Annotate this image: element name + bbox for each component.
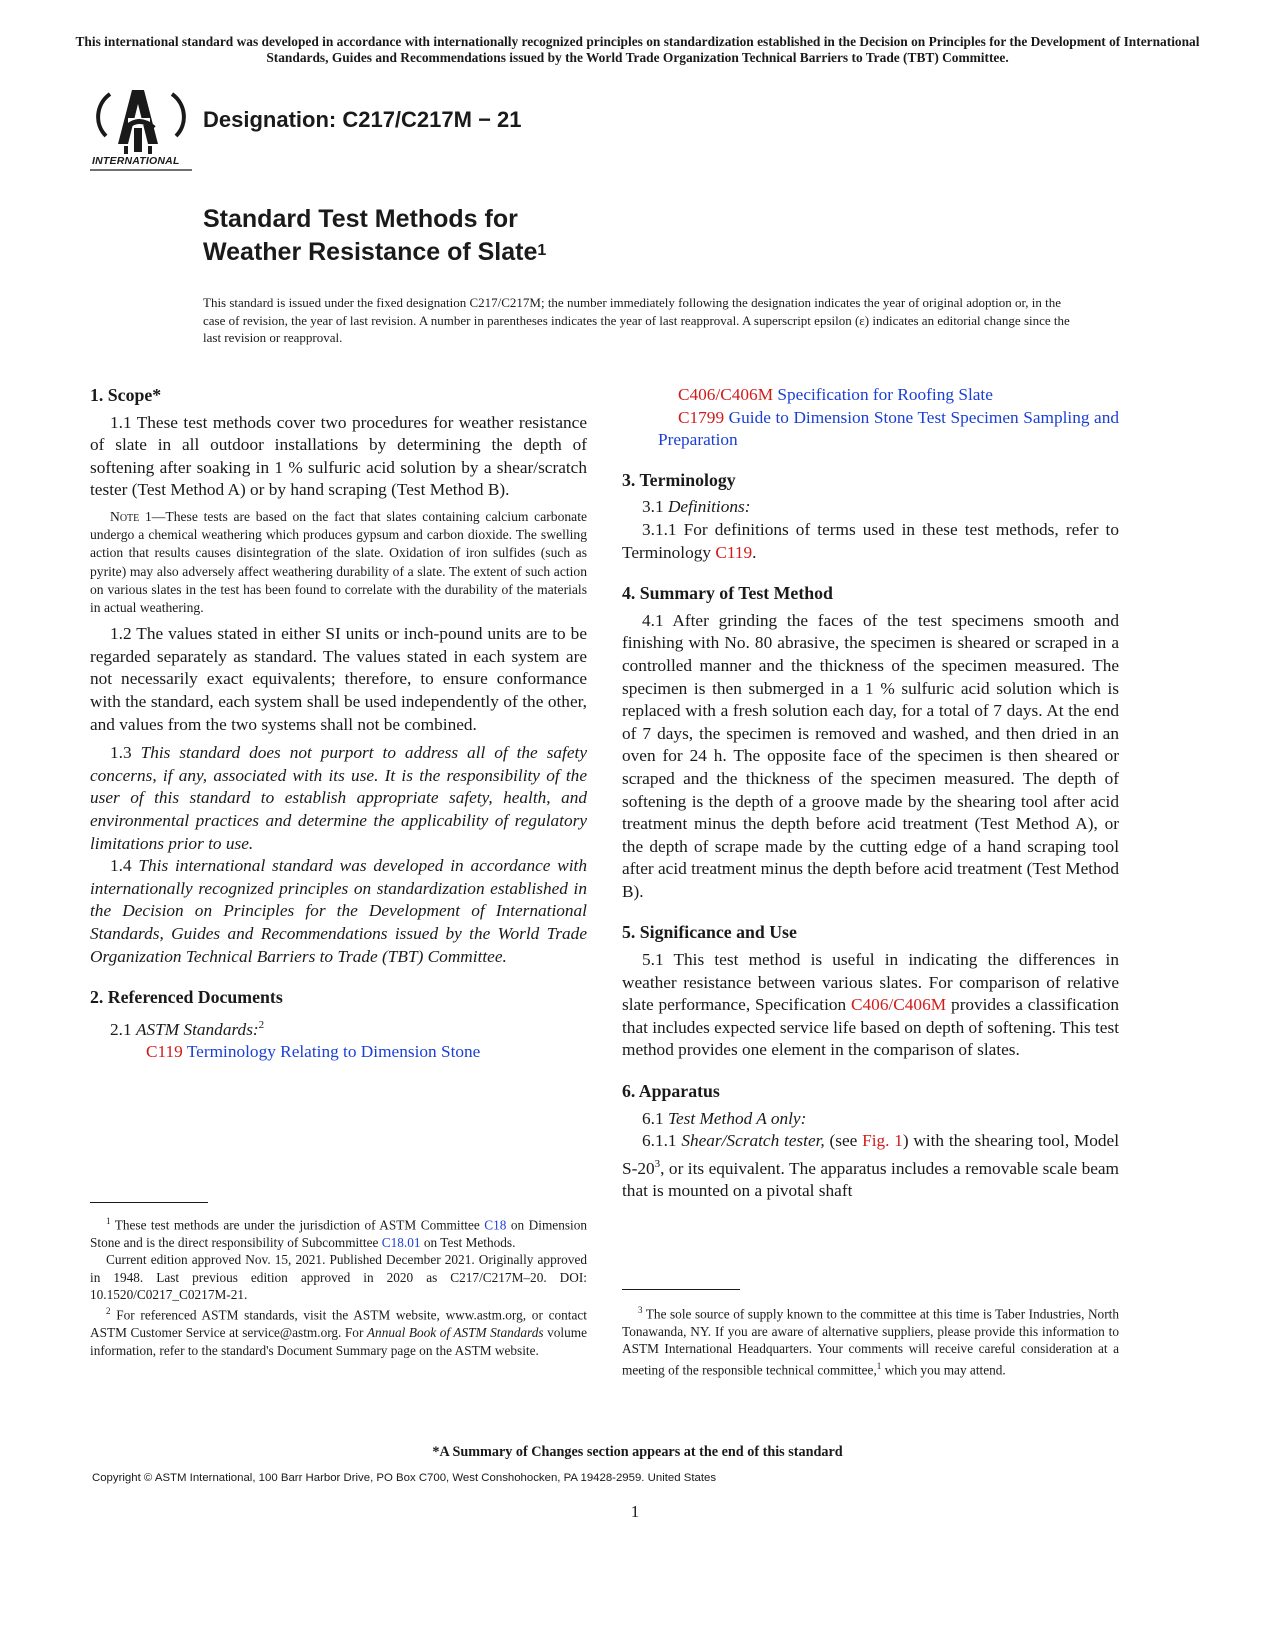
summary-of-changes-note: *A Summary of Changes section appears at the end of this standard (432, 1444, 843, 1460)
ref-title-c406[interactable]: Specification for Roofing Slate (777, 385, 993, 404)
ref-item-c119[interactable] (90, 1041, 587, 1064)
ref-code-c406[interactable]: C406/C406M (678, 385, 774, 404)
copyright: Copyright © ASTM International, 100 Barr Harbor Drive, PO Box C700, West Conshohocken, PA 19428-2959. United States (92, 1472, 717, 1484)
footnote-2 (90, 1303, 587, 1359)
title-line-1: Standard Test Methods for (203, 205, 518, 233)
para-3-1-1-end: . (752, 542, 757, 562)
astm-logo (88, 84, 194, 174)
para-6-1 (622, 1108, 1119, 1131)
para-1-2: 1.2 The values stated in either SI units or inch-pound units are to be regarded separately as standard. The values stated in each system are not necessarily exact equivalents; therefore, to ensure conformance with the standard, each system shall be used independently of the other, and values from the two systems shall not be combined. (90, 624, 587, 734)
footnote-1 (90, 1213, 587, 1251)
para-6-1-1-b: ) with the shearing tool, Model S-20 (622, 1131, 1120, 1178)
ref-item-c1799[interactable] (622, 407, 1119, 452)
para-3-1-num: 3.1 (642, 497, 664, 517)
ref-code-c119[interactable]: C119 (146, 1042, 183, 1062)
scope-heading: 1. Scope* (90, 385, 162, 405)
footnote-1-a: These test methods are under the jurisdiction of ASTM Committee (114, 1217, 480, 1233)
para-3-1-text: Definitions: (667, 497, 751, 517)
para-1-4-num: 1.4 (110, 856, 132, 876)
para-3-1-1 (622, 519, 1119, 564)
footnote-3-marker: 3 (638, 1305, 643, 1315)
footnote-1-marker: 1 (106, 1216, 111, 1226)
right-column (622, 384, 1119, 1203)
footnote-1-link-c18[interactable]: C18 (484, 1217, 507, 1233)
footnotes-left (90, 1213, 587, 1359)
ref-title-c119[interactable]: Terminology Relating to Dimension Stone (186, 1042, 481, 1062)
para-6-1-text: Test Method A only: (667, 1108, 807, 1128)
para-5-1-b: provides a classification that includes expected service life based on depth of softening. This test method provides one element in the comparison of slates. (622, 995, 1119, 1060)
footnote-2-b: volume information, refer to the standard's Document Summary page on the ASTM website. (90, 1325, 587, 1358)
para-2-1-text: ASTM Standards: (135, 1019, 259, 1039)
issue-note: This standard is issued under the fixed designation C217/C217M; the number immediately following the designation indicates the year of original adoption or, in the case of revision, the year of last revision. A number in parentheses indicates the year of last reapproval. A superscript epsilon (ε) indicates an editorial change since the last revision or reapproval. (203, 295, 1070, 345)
para-3-1 (622, 496, 1119, 519)
para-6-1-1-term: Shear/Scratch tester, (681, 1131, 825, 1151)
ref-code-c1799[interactable]: C1799 (678, 407, 725, 427)
fig-1-link[interactable]: Fig. 1 (862, 1131, 903, 1151)
logo-wordmark: INTERNATIONAL (92, 155, 180, 167)
para-5-1-a: 5.1 This test method is useful in indicating the differences in weather resistance between various slates. For comparison of relative slate performance, Specification (622, 950, 1119, 1015)
footnote-2-marker: 2 (106, 1306, 111, 1317)
note-1 (90, 508, 587, 617)
terminology-ref-c119[interactable]: C119 (715, 542, 753, 562)
title-line-2-text: Weather Resistance of Slate (203, 238, 538, 266)
para-6-1-num: 6.1 (642, 1108, 664, 1128)
para-6-1-1-a: (see (829, 1131, 858, 1151)
page-number: 1 (630, 1502, 640, 1521)
summary-heading: 4. Summary of Test Method (622, 583, 833, 604)
para-6-1-1-c: , or its equivalent. The apparatus includes a removable scale beam that is mounted on a pivotal shaft (622, 1158, 1119, 1201)
footnotes-right (622, 1302, 1119, 1378)
para-1-3-text: This standard does not purport to address all of the safety concerns, if any, associated with its use. It is the responsibility of the user of this standard to establish appropriate safety, health, and environmental practices and determine the applicability of regulatory limitations prior to use. (90, 743, 587, 853)
footnote-3-end: which you may attend. (884, 1362, 1006, 1378)
para-1-3 (90, 742, 587, 855)
para-2-1 (90, 1014, 587, 1041)
para-6-1-1 (622, 1130, 1119, 1203)
para-6-1-1-sup: 3 (654, 1157, 661, 1170)
para-2-1-sup: 2 (258, 1018, 265, 1031)
title-line-2 (203, 236, 546, 269)
footnote-rule-left (90, 1202, 208, 1203)
para-6-1-1-num: 6.1.1 (642, 1131, 677, 1151)
footnote-1-link-c1801[interactable]: C18.01 (381, 1234, 421, 1250)
significance-ref-c406[interactable]: C406/C406M (851, 995, 947, 1015)
ref-item-c406[interactable] (622, 384, 1119, 407)
apparatus-heading: 6. Apparatus (622, 1081, 720, 1102)
title-footnote-marker: 1 (537, 242, 547, 259)
ref-title-c1799[interactable]: Guide to Dimension Stone Test Specimen Sampling and Preparation (658, 407, 1119, 450)
para-1-1: 1.1 These test methods cover two procedures for weather resistance of slate in all outdoor installations by determining the depth of softening after soaking in 1 % sulfuric acid solution by a shear/scratch tester (Test Method A) or by hand scraping (Test Method B). (90, 412, 587, 500)
para-3-1-1-text: 3.1.1 For definitions of terms used in these test methods, refer to Terminology (622, 519, 1119, 562)
footnote-2-italic: Annual Book of ASTM Standards (366, 1325, 544, 1341)
significance-heading: 5. Significance and Use (622, 922, 797, 943)
footnote-3 (622, 1302, 1119, 1378)
refdocs-heading: 2. Referenced Documents (90, 987, 283, 1008)
tbt-banner: This international standard was developed in accordance with internationally recognized principles on standardization established in the Decision on Principles for the Development of International Standards, Guides and Recommendations issued by the World Trade Organization Technical Barriers to Trade (TBT) Committee. (75, 34, 1200, 65)
note-1-label: Note 1 (110, 508, 152, 524)
terminology-heading: 3. Terminology (622, 469, 736, 490)
para-5-1 (622, 949, 1119, 1062)
footnote-3-text: The sole source of supply known to the committee at this time is Taber Industries, North Tonawanda, NY. If you are aware of alternative suppliers, please provide this information to ASTM International Headquarters. Your comments will receive careful consideration at a meeting of the responsible technical committee, (622, 1306, 1119, 1378)
designation: Designation: C217/C217M − 21 (203, 107, 522, 132)
footnote-1-b: on Dimension Stone and is the direct responsibility of Subcommittee (90, 1217, 588, 1250)
para-1-3-num: 1.3 (110, 743, 132, 763)
para-2-1-num: 2.1 (110, 1019, 132, 1039)
footnote-1-edition: Current edition approved Nov. 15, 2021. Published December 2021. Originally approved in 1948. Last previous edition approved in 2020 as C217/C217M–20. DOI: 10.1520/C0217_C0217M-21. (90, 1252, 587, 1303)
para-4-1: 4.1 After grinding the faces of the test specimens smooth and finishing with No. 80 abrasive, the specimen is sheared or scraped in a controlled manner and the thickness of the specimen measured. The specimen is then submerged in a 1 % sulfuric acid solution which is replaced with a fresh solution each day, for a total of 7 days. At the end of 7 days, the specimen is removed and washed, and then dried in an oven for 24 h. The opposite face of the specimen is then sheared or scraped and the thickness of the specimen measured. The depth of softening is the depth of a groove made by the shearing tool after acid treatment minus the depth before acid treatment (Test Method A), or the depth of scrape made by the cutting edge of a hand scraping tool after acid treatment minus the depth before acid treatment (Test Method B). (622, 610, 1119, 901)
left-column (90, 384, 587, 1064)
para-1-4-text: This international standard was developed in accordance with internationally recognized principles on standardization established in the Decision on Principles for the Development of International Standards, Guides and Recommendations issued by the World Trade Organization Technical Barriers to Trade (TBT) Committee. (90, 856, 587, 966)
page-title (203, 203, 546, 269)
para-1-4 (90, 855, 587, 968)
footnote-1-c: on Test Methods. (423, 1234, 516, 1250)
footnote-rule-right (622, 1289, 740, 1290)
footnote-3-sup2: 1 (876, 1360, 882, 1371)
footnote-2-a: For referenced ASTM standards, visit the ASTM website, www.astm.org, or contact ASTM Customer Service at service@astm.org. For (90, 1307, 587, 1341)
note-1-text: —These tests are based on the fact that slates containing calcium carbonate undergo a chemical weathering which produces gypsum and carbon dioxide. The swelling action that results causes disintegration of the slate. Oxidation of iron sulfides (such as pyrite) may also adversely affect weathering durability of a slate. The extent of such action on various slates in the test has been found to correlate with the durability of the materials in actual weathering. (90, 508, 588, 615)
